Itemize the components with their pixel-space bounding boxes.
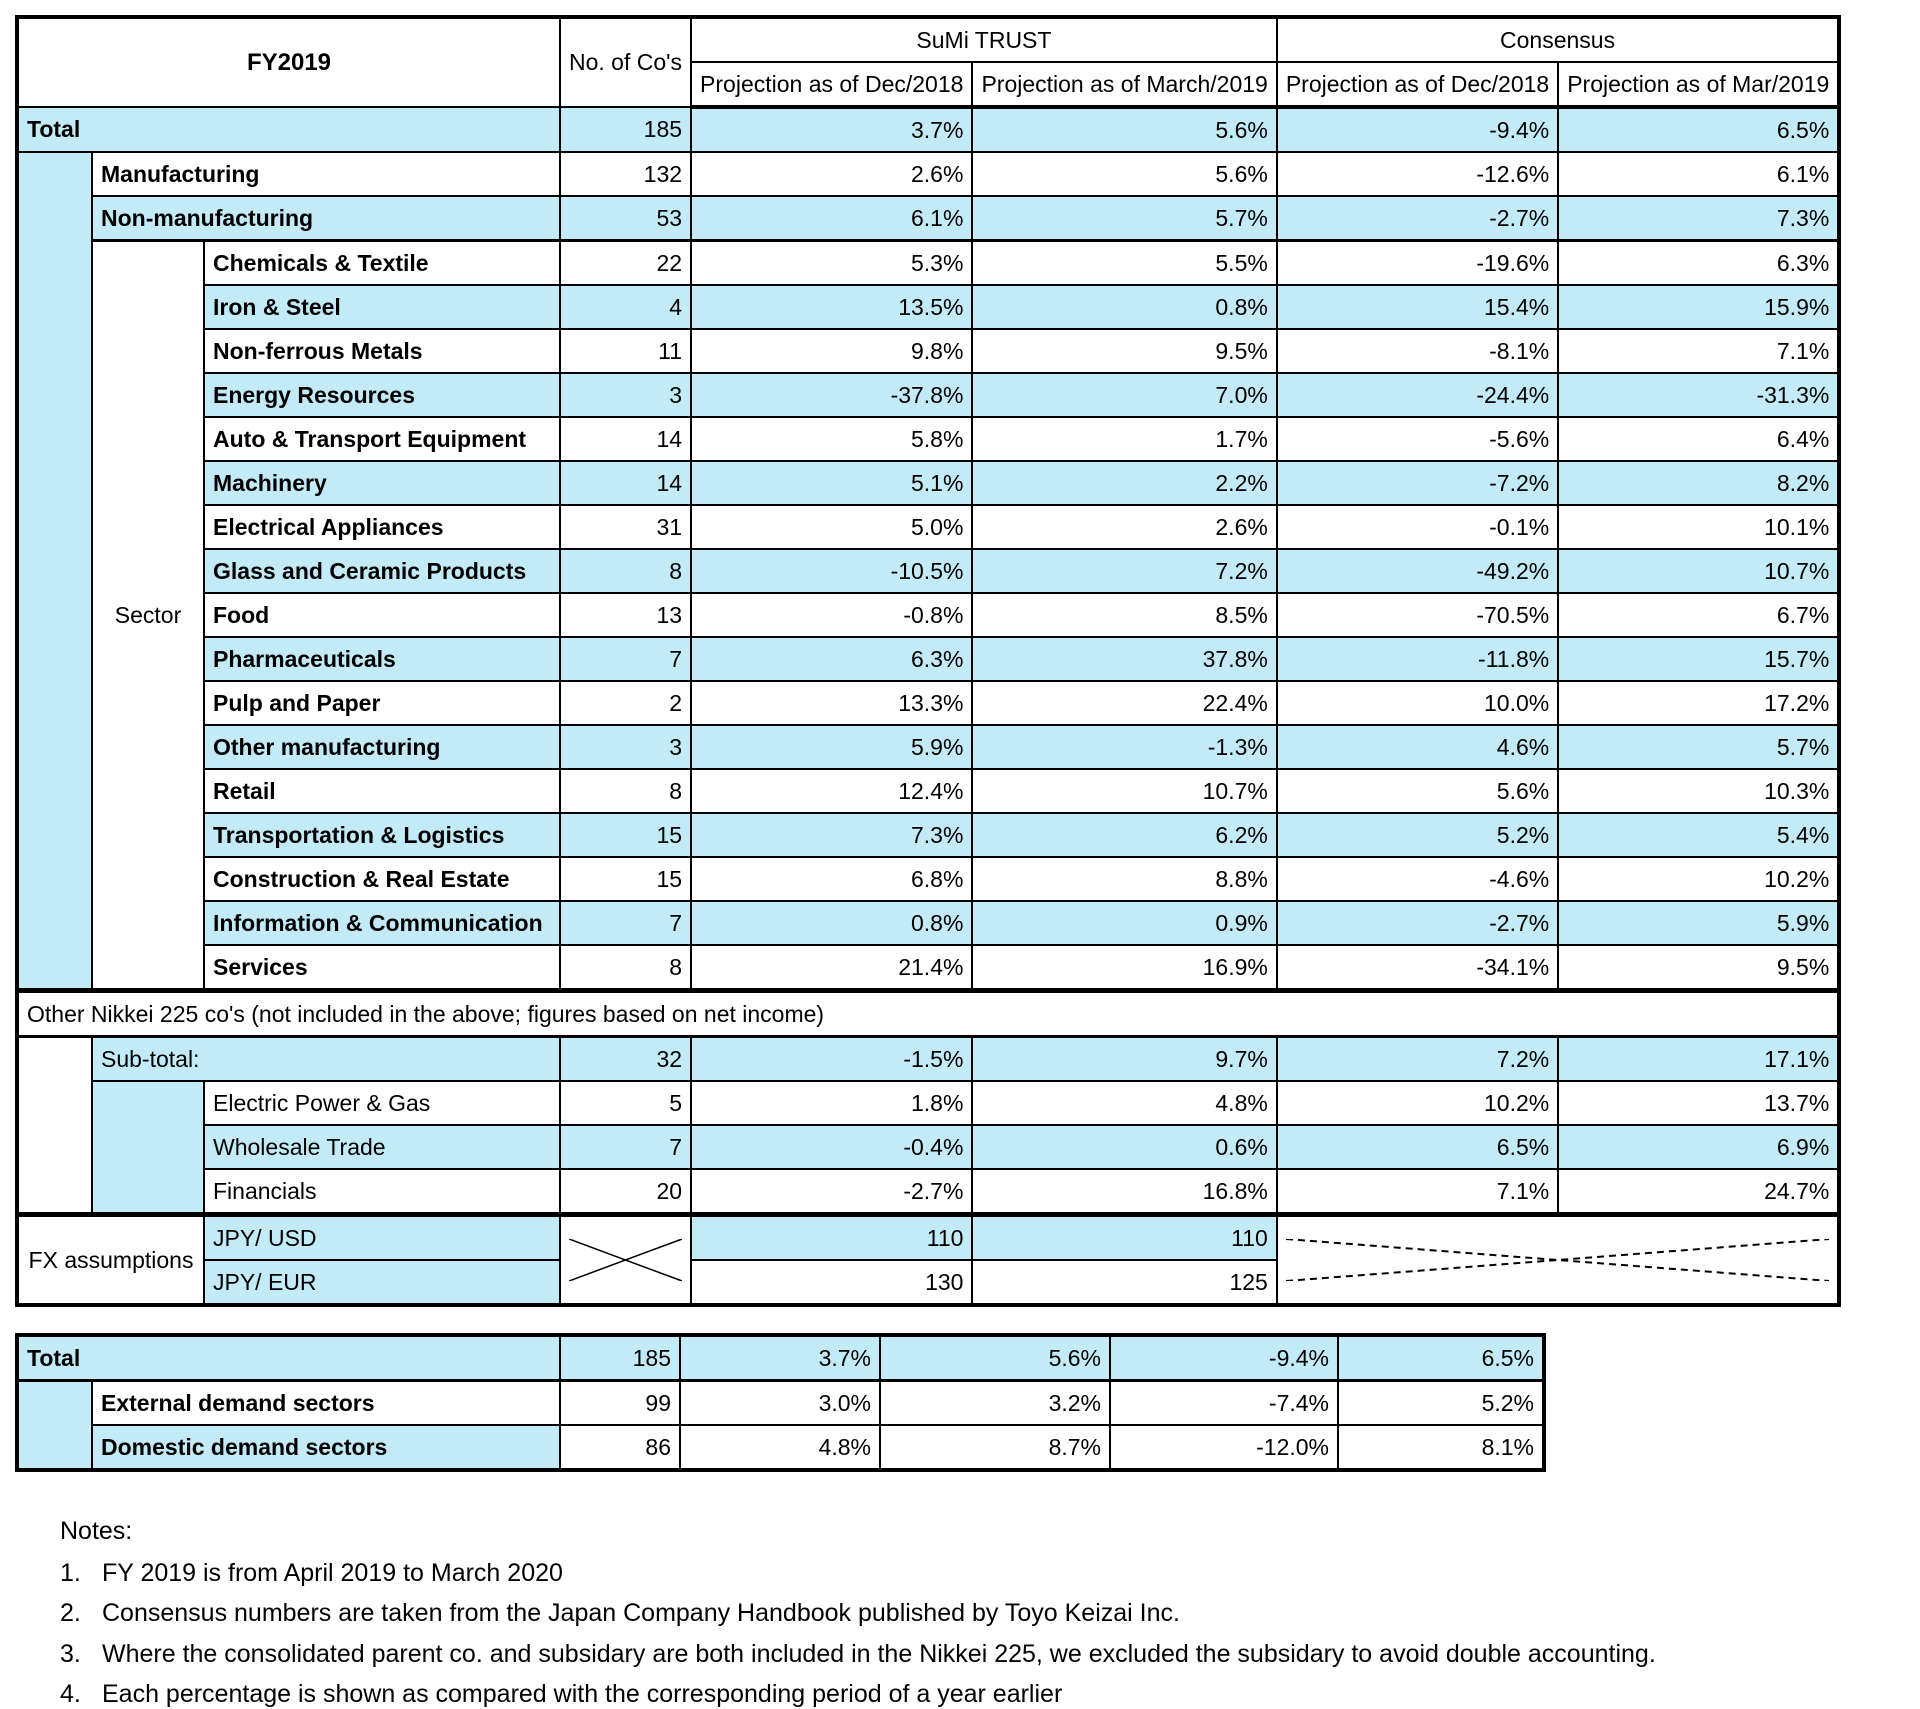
value-cell: 5.5%: [972, 241, 1276, 286]
no-of-cos-cell: 132: [560, 152, 691, 196]
value-cell: 8.1%: [1338, 1425, 1544, 1470]
value-cell: 5.1%: [691, 461, 972, 505]
value-cell: 24.7%: [1558, 1169, 1839, 1215]
x-mark-icon: [569, 1239, 682, 1281]
value-cell: -0.8%: [691, 593, 972, 637]
value-cell: -8.1%: [1277, 329, 1558, 373]
value-cell: 17.2%: [1558, 681, 1839, 725]
value-cell: -12.0%: [1110, 1425, 1338, 1470]
value-cell: 6.1%: [691, 196, 972, 241]
no-of-cos-cell: 15: [560, 857, 691, 901]
value-cell: 5.8%: [691, 417, 972, 461]
no-of-cos-cell: 99: [560, 1381, 680, 1426]
value-cell: -2.7%: [1277, 901, 1558, 945]
summary-row-domestic: [17, 1425, 1544, 1470]
row-label: Manufacturing: [92, 152, 560, 196]
value-cell: 0.6%: [972, 1125, 1276, 1169]
no-of-cos-cell: 15: [560, 813, 691, 857]
note-item: [60, 1560, 1920, 1588]
row-label: Domestic demand sectors: [92, 1425, 560, 1470]
row-label: Electrical Appliances: [204, 505, 560, 549]
row-label: Retail: [204, 769, 560, 813]
value-cell: 37.8%: [972, 637, 1276, 681]
table-row-sector: [17, 901, 1839, 945]
row-label: Glass and Ceramic Products: [204, 549, 560, 593]
no-of-cos-cell: 13: [560, 593, 691, 637]
table-row-sector: [17, 285, 1839, 329]
value-cell: 10.2%: [1558, 857, 1839, 901]
no-of-cos-cell: 14: [560, 461, 691, 505]
value-cell: 15.7%: [1558, 637, 1839, 681]
no-of-cos-cell: 31: [560, 505, 691, 549]
value-cell: 7.3%: [691, 813, 972, 857]
x-mark-dashed-icon: [1286, 1239, 1829, 1281]
value-cell: 5.9%: [1558, 901, 1839, 945]
row-label: Wholesale Trade: [204, 1125, 560, 1169]
fx-row-usd: [17, 1215, 1839, 1261]
value-cell: 10.3%: [1558, 769, 1839, 813]
table-row-sector: [17, 373, 1839, 417]
no-of-cos-cell: 32: [560, 1037, 691, 1082]
note-text: FY 2019 is from April 2019 to March 2020: [102, 1558, 563, 1587]
column-header-consensus-mar2019: Projection as of Mar/2019: [1558, 62, 1839, 107]
sector-group-label: Sector: [92, 241, 204, 991]
table-row-sector: [17, 593, 1839, 637]
no-of-cos-cell: 53: [560, 196, 691, 241]
table-row-sector: [17, 417, 1839, 461]
value-cell: -34.1%: [1277, 945, 1558, 991]
value-cell: 6.5%: [1558, 107, 1839, 152]
value-cell: 5.2%: [1277, 813, 1558, 857]
no-of-cos-cell: 185: [560, 107, 691, 152]
no-of-cos-cell: 7: [560, 901, 691, 945]
value-cell: 3.0%: [680, 1381, 880, 1426]
table-row-sector: [17, 725, 1839, 769]
value-cell: 7.3%: [1558, 196, 1839, 241]
value-cell: 5.2%: [1338, 1381, 1544, 1426]
value-cell: 7.2%: [1277, 1037, 1558, 1082]
value-cell: 6.1%: [1558, 152, 1839, 196]
group-header-sumi-trust: SuMi TRUST: [691, 17, 1277, 62]
value-cell: 10.7%: [1558, 549, 1839, 593]
value-cell: -2.7%: [1277, 196, 1558, 241]
value-cell: 16.8%: [972, 1169, 1276, 1215]
value-cell: 8.2%: [1558, 461, 1839, 505]
no-of-cos-cell: 8: [560, 549, 691, 593]
value-cell: 4.6%: [1277, 725, 1558, 769]
row-label: Energy Resources: [204, 373, 560, 417]
value-cell: 3.7%: [691, 107, 972, 152]
table-row-subsector: [17, 1081, 1839, 1125]
value-cell: -12.6%: [1277, 152, 1558, 196]
table-row-subtotal: [17, 1037, 1839, 1082]
row-label: Machinery: [204, 461, 560, 505]
row-label: Services: [204, 945, 560, 991]
value-cell: 7.1%: [1558, 329, 1839, 373]
sub-indent-strip: [92, 1081, 204, 1215]
row-label: Non-manufacturing: [92, 196, 560, 241]
no-of-cos-cell: 14: [560, 417, 691, 461]
column-header-sumi-mar2019: Projection as of March/2019: [972, 62, 1276, 107]
value-cell: 15.4%: [1277, 285, 1558, 329]
table-row-sector: [17, 857, 1839, 901]
value-cell: 3.2%: [880, 1381, 1110, 1426]
row-label: Total: [17, 107, 560, 152]
crossed-out-cell: [560, 1215, 691, 1306]
value-cell: 17.1%: [1558, 1037, 1839, 1082]
note-number: 3.: [60, 1639, 81, 1668]
value-cell: 16.9%: [972, 945, 1276, 991]
no-of-cos-header: No. of Co's: [560, 17, 691, 107]
summary-row-external: [17, 1381, 1544, 1426]
value-cell: 2.6%: [972, 505, 1276, 549]
no-of-cos-cell: 3: [560, 725, 691, 769]
no-of-cos-cell: 86: [560, 1425, 680, 1470]
table-row-sector: [17, 637, 1839, 681]
value-cell: 5.6%: [972, 152, 1276, 196]
left-indent-strip: [17, 152, 92, 991]
no-of-cos-cell: 4: [560, 285, 691, 329]
note-text: Each percentage is shown as compared with the corresponding period of a year earlier: [102, 1680, 1063, 1708]
value-cell: 1.8%: [691, 1081, 972, 1125]
value-cell: 6.5%: [1338, 1335, 1544, 1381]
value-cell: 21.4%: [691, 945, 972, 991]
projections-table: [15, 15, 1841, 1307]
value-cell: 10.0%: [1277, 681, 1558, 725]
note-number: 1.: [60, 1558, 81, 1587]
table-row-manufacturing: [17, 152, 1839, 196]
value-cell: 3.7%: [680, 1335, 880, 1381]
no-of-cos-cell: 3: [560, 373, 691, 417]
value-cell: 6.9%: [1558, 1125, 1839, 1169]
table-row-sector: [17, 549, 1839, 593]
row-label: Pulp and Paper: [204, 681, 560, 725]
value-cell: -1.5%: [691, 1037, 972, 1082]
crossed-out-consensus-cell: [1277, 1215, 1839, 1306]
value-cell: 0.8%: [691, 901, 972, 945]
value-cell: 9.8%: [691, 329, 972, 373]
value-cell: 4.8%: [972, 1081, 1276, 1125]
value-cell: 5.6%: [880, 1335, 1110, 1381]
fx-pair-label: JPY/ EUR: [204, 1260, 560, 1305]
value-cell: 5.7%: [972, 196, 1276, 241]
value-cell: -7.4%: [1110, 1381, 1338, 1426]
value-cell: 7.1%: [1277, 1169, 1558, 1215]
row-label: Financials: [204, 1169, 560, 1215]
value-cell: -10.5%: [691, 549, 972, 593]
row-label: Sub-total:: [92, 1037, 560, 1082]
value-cell: 8.7%: [880, 1425, 1110, 1470]
value-cell: -9.4%: [1277, 107, 1558, 152]
value-cell: 5.0%: [691, 505, 972, 549]
value-cell: -0.1%: [1277, 505, 1558, 549]
value-cell: -19.6%: [1277, 241, 1558, 286]
no-of-cos-cell: 11: [560, 329, 691, 373]
no-of-cos-cell: 20: [560, 1169, 691, 1215]
table-row-sector: [17, 461, 1839, 505]
no-of-cos-cell: 185: [560, 1335, 680, 1381]
row-label: Construction & Real Estate: [204, 857, 560, 901]
value-cell: 0.9%: [972, 901, 1276, 945]
notes-section: [60, 1518, 1920, 1709]
fx-value-cell: 125: [972, 1260, 1276, 1305]
note-item: [60, 1681, 1920, 1709]
table-row-subsector: [17, 1169, 1839, 1215]
value-cell: -7.2%: [1277, 461, 1558, 505]
column-header-sumi-dec2018: Projection as of Dec/2018: [691, 62, 972, 107]
value-cell: 5.7%: [1558, 725, 1839, 769]
no-of-cos-cell: 8: [560, 945, 691, 991]
left-indent-strip: [17, 1037, 92, 1215]
note-number: 2.: [60, 1599, 81, 1627]
note-item: [60, 1600, 1920, 1628]
value-cell: 9.7%: [972, 1037, 1276, 1082]
value-cell: 22.4%: [972, 681, 1276, 725]
table-row-sector: [17, 681, 1839, 725]
table-row-sector: [17, 945, 1839, 991]
value-cell: 5.4%: [1558, 813, 1839, 857]
value-cell: 13.5%: [691, 285, 972, 329]
row-label: Auto & Transport Equipment: [204, 417, 560, 461]
table-row-total: [17, 107, 1839, 152]
fx-value-cell: 110: [691, 1215, 972, 1261]
column-header-consensus-dec2018: Projection as of Dec/2018: [1277, 62, 1558, 107]
value-cell: 12.4%: [691, 769, 972, 813]
value-cell: 13.7%: [1558, 1081, 1839, 1125]
value-cell: 5.6%: [972, 107, 1276, 152]
value-cell: -5.6%: [1277, 417, 1558, 461]
value-cell: 10.7%: [972, 769, 1276, 813]
value-cell: 6.4%: [1558, 417, 1839, 461]
value-cell: 7.0%: [972, 373, 1276, 417]
table-row-subsector: [17, 1125, 1839, 1169]
no-of-cos-cell: 7: [560, 1125, 691, 1169]
value-cell: 5.3%: [691, 241, 972, 286]
fx-value-cell: 130: [691, 1260, 972, 1305]
value-cell: 15.9%: [1558, 285, 1839, 329]
note-item: [60, 1641, 1920, 1669]
value-cell: 6.3%: [691, 637, 972, 681]
value-cell: -11.8%: [1277, 637, 1558, 681]
table-row-sector: [17, 329, 1839, 373]
no-of-cos-cell: 22: [560, 241, 691, 286]
fx-value-cell: 110: [972, 1215, 1276, 1261]
row-label: Other manufacturing: [204, 725, 560, 769]
value-cell: 10.2%: [1277, 1081, 1558, 1125]
row-label: Electric Power & Gas: [204, 1081, 560, 1125]
value-cell: -31.3%: [1558, 373, 1839, 417]
table-row-sector: [17, 241, 1839, 286]
table-row-non-manufacturing: [17, 196, 1839, 241]
row-label: Non-ferrous Metals: [204, 329, 560, 373]
row-label: Information & Communication: [204, 901, 560, 945]
value-cell: -0.4%: [691, 1125, 972, 1169]
value-cell: -2.7%: [691, 1169, 972, 1215]
value-cell: 4.8%: [680, 1425, 880, 1470]
value-cell: 9.5%: [972, 329, 1276, 373]
value-cell: 2.6%: [691, 152, 972, 196]
no-of-cos-cell: 2: [560, 681, 691, 725]
note-text: Where the consolidated parent co. and subsidary are both included in the Nikkei 225, we excluded the subsidary to avoid double accounting.: [102, 1639, 1656, 1668]
row-label: Transportation & Logistics: [204, 813, 560, 857]
fx-pair-label: JPY/ USD: [204, 1215, 560, 1261]
value-cell: 5.6%: [1277, 769, 1558, 813]
no-of-cos-cell: 5: [560, 1081, 691, 1125]
value-cell: 6.3%: [1558, 241, 1839, 286]
group-header-consensus: Consensus: [1277, 17, 1839, 62]
value-cell: 6.5%: [1277, 1125, 1558, 1169]
notes-title: Notes:: [60, 1517, 133, 1545]
fiscal-year-header: FY2019: [17, 17, 560, 107]
row-label: Pharmaceuticals: [204, 637, 560, 681]
note-text: Consensus numbers are taken from the Japan Company Handbook published by Toyo Keizai Inc.: [102, 1599, 1180, 1627]
table-row-sector: [17, 813, 1839, 857]
summary-row-total: [17, 1335, 1544, 1381]
value-cell: 6.2%: [972, 813, 1276, 857]
value-cell: -49.2%: [1277, 549, 1558, 593]
row-label: Total: [17, 1335, 560, 1381]
value-cell: 6.8%: [691, 857, 972, 901]
fx-assumptions-label: FX assumptions: [17, 1215, 204, 1306]
value-cell: 10.1%: [1558, 505, 1839, 549]
table-row-sector: [17, 505, 1839, 549]
value-cell: -24.4%: [1277, 373, 1558, 417]
value-cell: 9.5%: [1558, 945, 1839, 991]
value-cell: 6.7%: [1558, 593, 1839, 637]
value-cell: -70.5%: [1277, 593, 1558, 637]
left-indent-strip: [17, 1381, 92, 1471]
other-nikkei-banner-row: [17, 991, 1839, 1037]
value-cell: -4.6%: [1277, 857, 1558, 901]
no-of-cos-cell: 8: [560, 769, 691, 813]
value-cell: 2.2%: [972, 461, 1276, 505]
value-cell: 7.2%: [972, 549, 1276, 593]
value-cell: 13.3%: [691, 681, 972, 725]
value-cell: -1.3%: [972, 725, 1276, 769]
value-cell: 8.8%: [972, 857, 1276, 901]
value-cell: 5.9%: [691, 725, 972, 769]
value-cell: 0.8%: [972, 285, 1276, 329]
demand-summary-table: [15, 1333, 1546, 1472]
value-cell: 8.5%: [972, 593, 1276, 637]
header-group-row: [17, 17, 1839, 62]
row-label: Iron & Steel: [204, 285, 560, 329]
row-label: Food: [204, 593, 560, 637]
value-cell: -37.8%: [691, 373, 972, 417]
table-row-sector: [17, 769, 1839, 813]
value-cell: -9.4%: [1110, 1335, 1338, 1381]
value-cell: 1.7%: [972, 417, 1276, 461]
row-label: External demand sectors: [92, 1381, 560, 1426]
note-number: 4.: [60, 1680, 81, 1708]
row-label: Chemicals & Textile: [204, 241, 560, 286]
no-of-cos-cell: 7: [560, 637, 691, 681]
other-nikkei-banner: Other Nikkei 225 co's (not included in the above; figures based on net income): [17, 991, 1839, 1037]
